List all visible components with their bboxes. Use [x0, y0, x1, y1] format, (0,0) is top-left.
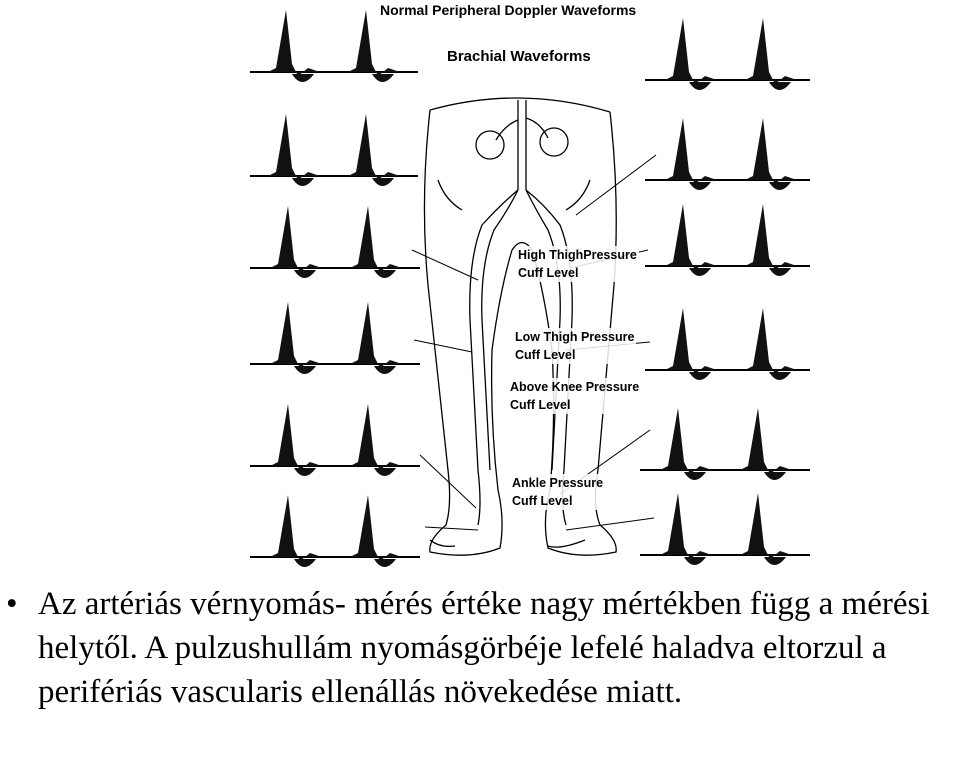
waveform-left-6 [250, 495, 420, 567]
brachial-waveforms-label: Brachial Waveforms [447, 48, 591, 65]
low-thigh-cuff-line-2: Cuff Level [515, 348, 576, 362]
low-thigh-cuff-line-1: Low Thigh Pressure [515, 330, 635, 344]
waveform-right-6 [640, 493, 810, 565]
low-thigh-cuff-label [513, 328, 636, 364]
waveform-left-5 [250, 404, 420, 476]
high-thigh-cuff-line-1: High ThighPressure [518, 248, 637, 262]
above-knee-cuff-label [508, 378, 641, 414]
waveform-right-1 [645, 18, 810, 90]
bullet-icon: • [6, 586, 18, 622]
waveform-left-4 [250, 302, 420, 374]
waveform-left-1 [250, 10, 418, 82]
high-thigh-cuff-line-2: Cuff Level [518, 266, 579, 280]
caption-text: Az artériás vérnyomás- mérés értéke nagy mértékben függ a mérési helytől. A pulzushullám nyomásgörbéje lefelé haladva eltorzul a perifériás vascularis ellenállás növekedése miatt. [38, 586, 930, 710]
waveform-left-2 [250, 114, 418, 186]
high-thigh-cuff-label [516, 246, 639, 282]
above-knee-cuff-line-2: Cuff Level [510, 398, 571, 412]
waveform-right-3 [645, 204, 810, 276]
figure-title: Normal Peripheral Doppler Waveforms [380, 2, 637, 18]
waveform-right-4 [645, 308, 810, 380]
waveform-right-2 [645, 118, 810, 190]
waveform-right-5 [640, 408, 810, 480]
ankle-cuff-label [510, 474, 605, 510]
waveform-left-3 [250, 206, 420, 278]
ankle-cuff-line-2: Cuff Level [512, 494, 573, 508]
above-knee-cuff-line-1: Above Knee Pressure [510, 380, 640, 394]
ankle-cuff-line-1: Ankle Pressure [512, 476, 604, 490]
